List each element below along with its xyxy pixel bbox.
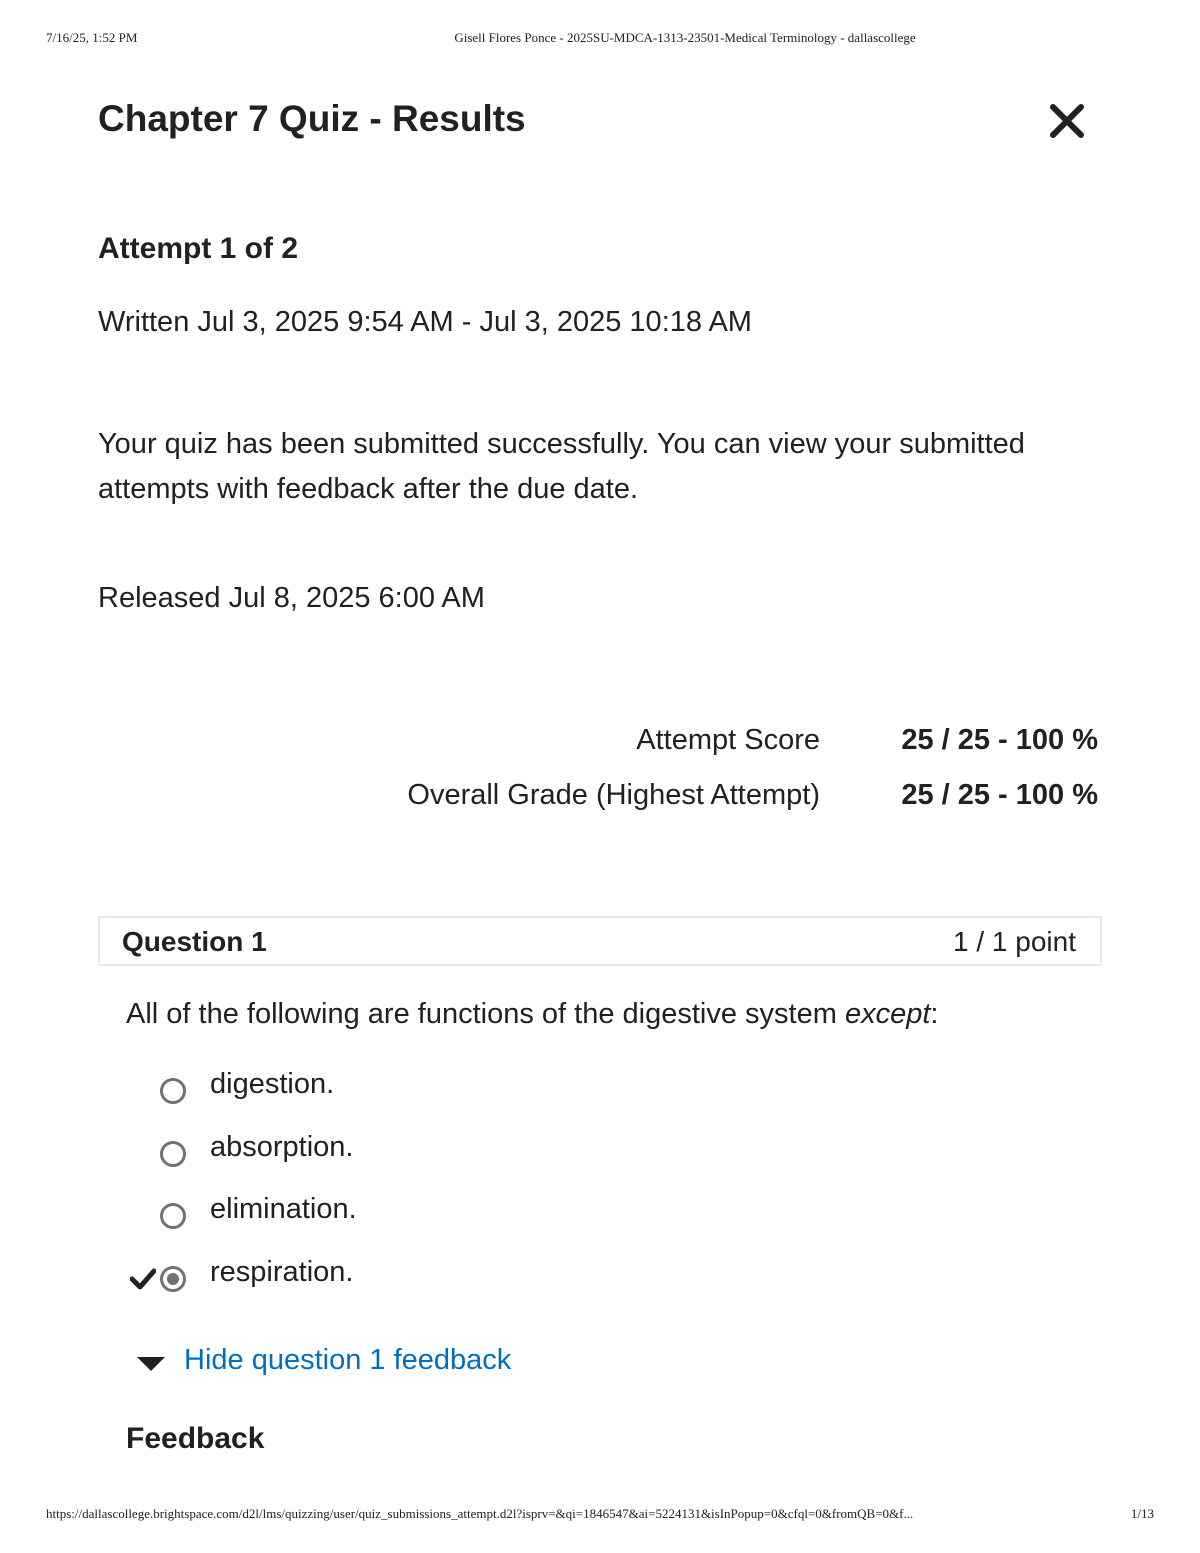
answer-choice-label: digestion. (210, 1068, 335, 1100)
answer-choice-digestion (130, 1068, 730, 1108)
answer-choice-label: absorption. (210, 1131, 354, 1163)
answer-choice-respiration (130, 1256, 730, 1296)
attempt-heading: Attempt 1 of 2 (98, 232, 299, 265)
attempt-score-label: Attempt Score (636, 724, 820, 756)
radio-button (160, 1203, 186, 1229)
answer-choice-label: respiration. (210, 1256, 354, 1288)
checkmark-icon (130, 1268, 156, 1290)
question-text-main: All of the following are functions of the digestive system (126, 998, 845, 1030)
caret-down-icon (136, 1356, 166, 1372)
question-header (98, 916, 1102, 966)
submission-message: Your quiz has been submitted successfully. You can view your submitted attempts with feedback after the due date. (98, 428, 1025, 505)
hide-feedback-link[interactable]: Hide question 1 feedback (184, 1344, 512, 1376)
written-dates: Written Jul 3, 2025 9:54 AM - Jul 3, 2025 10:18 AM (98, 306, 752, 338)
answer-choice-elimination (130, 1193, 730, 1233)
print-url: https://dallascollege.brightspace.com/d2l/lms/quizzing/user/quiz_submissions_attempt.d2l?isprv=&qi=1846547&ai=5224131&isInPopup=0&cfql=0&fromQB=0&f... (46, 1506, 914, 1521)
close-icon[interactable] (1048, 102, 1086, 140)
overall-grade-row (98, 779, 1098, 819)
print-page-number: 1/13 (1130, 1506, 1154, 1521)
answer-choice-absorption (130, 1131, 730, 1171)
feedback-heading: Feedback (126, 1422, 265, 1455)
answer-choice-label: elimination. (210, 1193, 357, 1225)
question-text-end: : (930, 998, 939, 1030)
print-page-title: Gisell Flores Ponce - 2025SU-MDCA-1313-23501-Medical Terminology - dallascollege (454, 30, 916, 45)
question-title: Question 1 (122, 926, 267, 957)
radio-button (160, 1078, 186, 1104)
page-title: Chapter 7 Quiz - Results (98, 98, 526, 139)
overall-grade-label: Overall Grade (Highest Attempt) (407, 779, 820, 811)
question-text-emphasis: except (844, 998, 931, 1030)
attempt-score-row (98, 724, 1098, 764)
attempt-score-value: 25 / 25 - 100 % (901, 724, 1098, 756)
radio-button (160, 1141, 186, 1167)
radio-button-selected (160, 1266, 186, 1292)
question-points: 1 / 1 point (953, 926, 1076, 957)
hide-feedback-toggle[interactable] (136, 1344, 556, 1384)
overall-grade-value: 25 / 25 - 100 % (901, 779, 1098, 811)
print-date: 7/16/25, 1:52 PM (46, 30, 138, 45)
print-header (0, 30, 1200, 48)
question-text (126, 998, 938, 1031)
released-date: Released Jul 8, 2025 6:00 AM (98, 582, 485, 614)
print-footer (0, 1506, 1200, 1524)
